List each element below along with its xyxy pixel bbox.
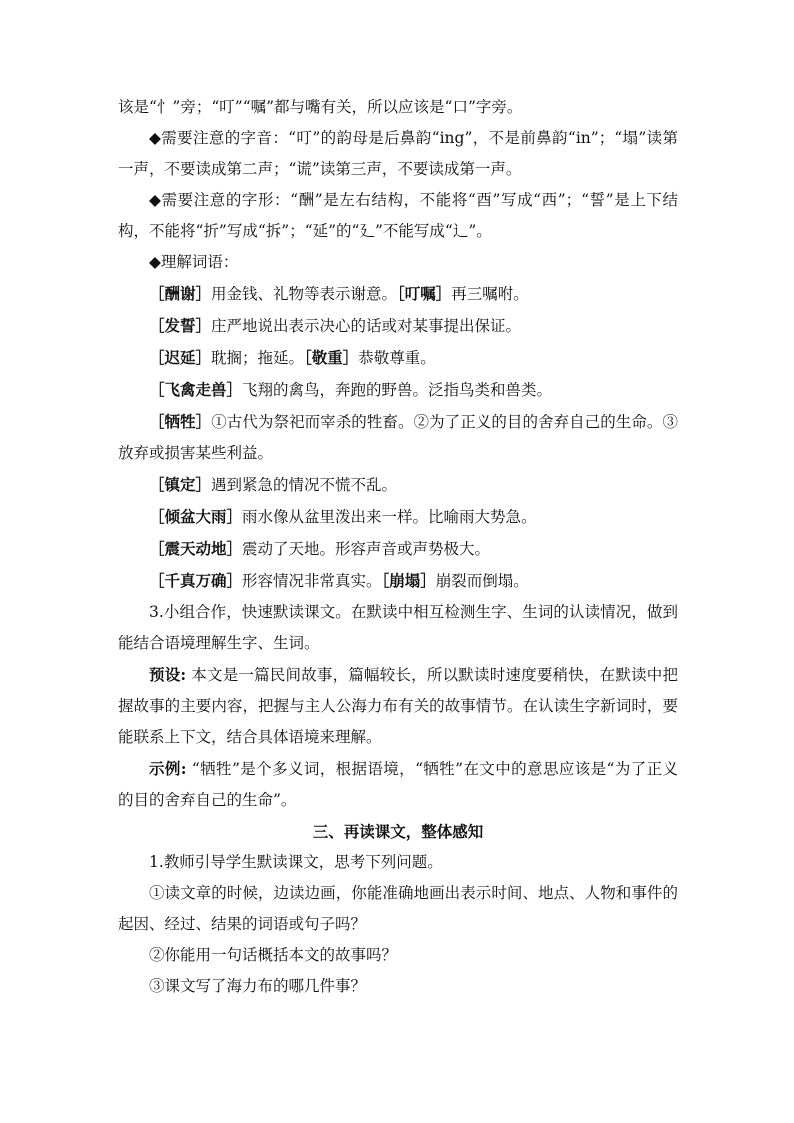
vocab-term: ［酬谢］ <box>149 284 212 303</box>
vocab-term: ［叮嘱］ <box>397 284 452 303</box>
preset-label: 预设: <box>149 665 187 684</box>
vocab-entry <box>118 501 678 533</box>
vocab-term: ［震天动地］ <box>149 539 243 558</box>
vocab-term: ［千真万确］ <box>149 571 243 590</box>
example-text: “牺牲”是个多义词，根据语境，“牺牲”在文中的意思应该是“为了正义的目的舍弃自己的生命”。 <box>118 760 678 809</box>
vocab-definition: 形容情况非常真实。 <box>242 572 382 590</box>
vocab-entry <box>118 533 678 565</box>
vocab-definition: 飞翔的禽鸟，奔跑的野兽。泛指鸟类和兽类。 <box>242 381 553 399</box>
vocab-term: ［敬重］ <box>304 348 359 367</box>
vocab-definition: 遇到紧急的情况不慌不乱。 <box>211 476 398 494</box>
paragraph-vocab-heading: ◆理解词语： <box>149 253 239 271</box>
vocab-definition: 再三嘱咐。 <box>451 285 529 303</box>
paragraph-glyph-note: ◆需要注意的字形：“酬”是左右结构，不能将“酉”写成“西”；“誓”是上下结构，不能将“折”写成“拆”；“延”的“廴”不能写成“辶”。 <box>118 191 678 240</box>
preset-text: 本文是一篇民间故事，篇幅较长，所以默读时速度要稍快，在默读中把握故事的主要内容，把握与主人公海力布有关的故事情节。在认读生字新词时，要能联系上下文，结合具体语境来理解。 <box>118 666 678 746</box>
vocab-entry <box>118 278 678 310</box>
vocab-term: ［倾盆大雨］ <box>149 507 243 526</box>
vocab-term: ［飞禽走兽］ <box>149 380 243 399</box>
vocab-term: ［镇定］ <box>149 475 212 494</box>
paragraph-pronunciation-note: ◆需要注意的字音：“叮”的韵母是后鼻韵“ing”，不是前鼻韵“in”；“塌”读第一声，不要读成第二声；“谎”读第三声，不要读成第一声。 <box>118 129 678 178</box>
paragraph-group-reading: 3.小组合作，快速默读课文。在默读中相互检测生字、生词的认读情况，做到能结合语境理解生字、生词。 <box>118 603 678 652</box>
question-item: ②你能用一句话概括本文的故事吗？ <box>149 946 398 964</box>
vocab-entry <box>118 342 678 374</box>
question-item: ①读文章的时候，边读边画，你能准确地画出表示时间、地点、人物和事件的起因、经过、结果的词语或句子吗？ <box>118 884 678 933</box>
vocab-definition: 恭敬尊重。 <box>358 349 436 367</box>
vocab-term: ［崩塌］ <box>381 571 436 590</box>
section-title: 三、再读课文，整体感知 <box>312 822 484 841</box>
vocab-definition: 耽搁；拖延。 <box>211 349 305 367</box>
example-label: 示例: <box>149 759 187 778</box>
vocab-definition: 崩裂而倒塌。 <box>435 572 529 590</box>
vocab-entry <box>118 406 678 469</box>
vocab-definition: ①古代为祭祀而宰杀的牲畜。②为了正义的目的舍弃自己的生命。③放弃或损害某些利益。 <box>118 413 678 462</box>
vocab-entry <box>118 374 678 406</box>
vocab-definition: 雨水像从盆里泼出来一样。比喻雨大势急。 <box>242 508 537 526</box>
paragraph-radical-note: 该是“忄”旁；“叮”“嘱”都与嘴有关，所以应该是“口”字旁。 <box>118 98 523 116</box>
vocab-definition: 震动了天地。形容声音或声势极大。 <box>242 540 491 558</box>
vocab-definition: 庄严地说出表示决心的话或对某事提出保证。 <box>211 317 522 335</box>
vocab-entry <box>118 565 678 597</box>
paragraph-preset <box>118 659 678 753</box>
question-item: ③课文写了海力布的哪几件事？ <box>149 977 367 995</box>
vocab-definition: 用金钱、礼物等表示谢意。 <box>211 285 398 303</box>
vocab-entry <box>118 469 678 501</box>
vocab-term: ［发誓］ <box>149 316 212 335</box>
document-page <box>118 92 678 1002</box>
paragraph-task: 1.教师引导学生默读课文，思考下列问题。 <box>149 853 443 871</box>
vocab-term: ［牺牲］ <box>149 412 212 431</box>
paragraph-example <box>118 753 678 816</box>
vocab-entry <box>118 310 678 342</box>
vocab-term: ［迟延］ <box>149 348 212 367</box>
